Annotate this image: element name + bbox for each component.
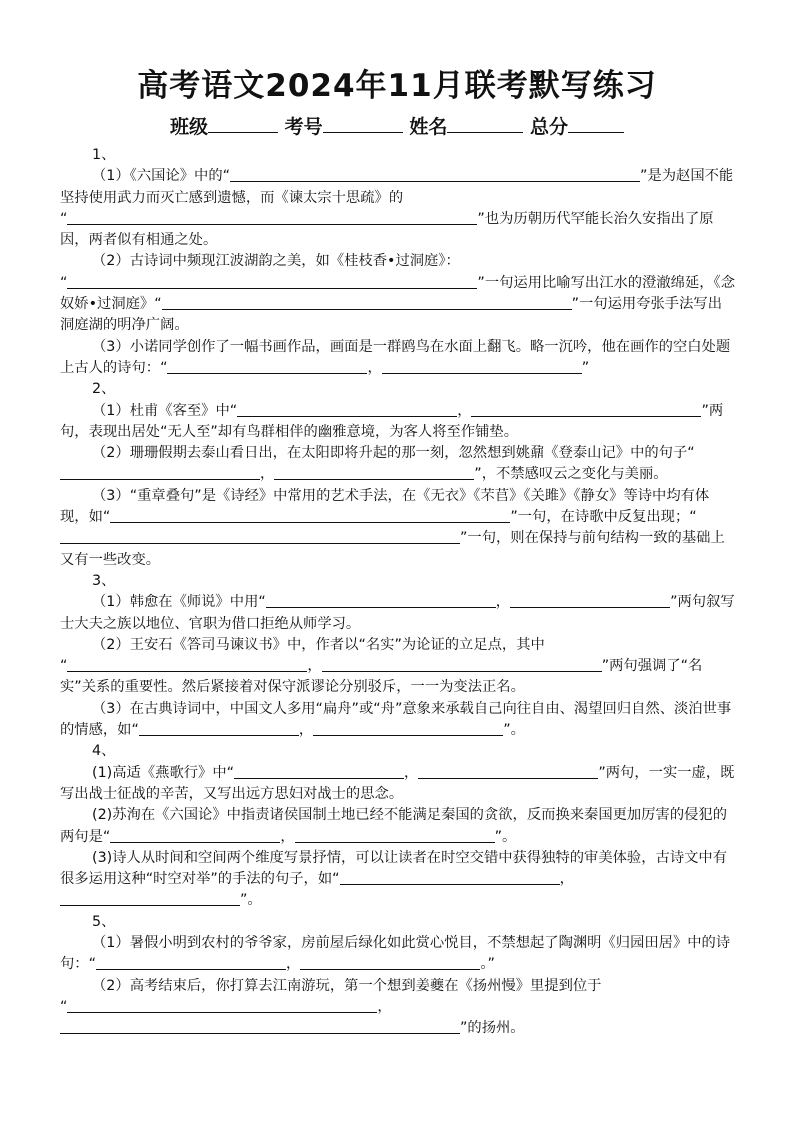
answer-blank[interactable]: [234, 763, 404, 779]
answer-blank[interactable]: [167, 358, 367, 374]
item-text: (1)高适《燕歌行》中“: [92, 764, 235, 781]
name-label: 姓名: [409, 116, 448, 138]
item-text: ，: [457, 402, 472, 419]
question-number: 4、: [92, 743, 116, 760]
item-text: （2）珊珊假期去泰山看日出，在太阳即将升起的那一刻，忽然想到姚鼐《登泰山记》中的句子“: [92, 445, 695, 462]
answer-blank[interactable]: [67, 656, 307, 672]
question-item: [60, 337, 736, 380]
question-item: [60, 592, 736, 635]
exam-no-label: 考号: [284, 116, 323, 138]
question-number: 3、: [92, 572, 116, 589]
answer-blank[interactable]: [60, 890, 240, 906]
item-text: ”两句强调了“名实”关系的重要性。然后紧接着对保守派谬论分别驳斥，一一为变法正名。: [60, 658, 703, 696]
question-item: [60, 933, 736, 976]
student-info-row: [0, 112, 794, 139]
item-text: (3)诗人从时间和空间两个维度写景抒情，可以让读者在时空交错中获得独特的审美体验，古诗文中有很多运用这种“时空对举”的手法的句子，如“: [60, 849, 728, 888]
item-text: ”。: [240, 892, 262, 909]
exam-no-blank[interactable]: [323, 114, 403, 133]
answer-blank[interactable]: [471, 401, 701, 417]
answer-blank[interactable]: [96, 954, 286, 970]
question-item: [60, 251, 736, 336]
item-text: ”一句运用夸张手法写出洞庭湖的明净广阔。: [60, 296, 722, 334]
item-text: ，: [377, 998, 392, 1015]
item-text: “: [60, 998, 68, 1015]
item-text: ，: [286, 956, 301, 973]
question-item: [60, 976, 736, 1040]
answer-blank[interactable]: [418, 763, 598, 779]
question-number: 2、: [92, 381, 116, 398]
item-text: “: [60, 210, 68, 227]
question-item: [60, 763, 736, 806]
question-item: [60, 848, 736, 912]
item-text: （1）《六国论》中的“: [92, 168, 231, 185]
item-text: （3）“重章叠句”是《诗经》中常用的艺术手法，在《无衣》《芣苢》《关雎》《静女》等诗中均有体现，如“: [60, 487, 710, 526]
item-text: ”，不禁感叹云之变化与美丽。: [474, 466, 668, 483]
item-text: “: [60, 658, 68, 675]
score-blank[interactable]: [568, 114, 624, 133]
class-blank[interactable]: [208, 114, 278, 133]
question-number: 5、: [92, 913, 116, 930]
answer-blank[interactable]: [162, 294, 572, 310]
question-item: [60, 635, 736, 699]
answer-blank[interactable]: [67, 209, 477, 225]
item-text: ”的扬州。: [460, 1020, 525, 1037]
question-item: [60, 166, 736, 251]
question-item: [60, 443, 736, 486]
item-text: 。”: [480, 956, 495, 973]
class-label: 班级: [170, 116, 209, 138]
item-text: ”两句，表现出居处“无人至”却有鸟群相伴的幽雅意境，为客人将至作铺垫。: [60, 402, 724, 440]
item-text: （1）暑假小明到农村的爷爷家，房前屋后绿化如此赏心悦目，不禁想起了陶渊明《归园田居》中的诗句：“: [60, 934, 731, 973]
item-text: （2）王安石《答司马谏议书》中，作者以“名实”为论证的立足点，其中: [92, 636, 545, 653]
item-text: ”也为历朝历代罕能长治久安指出了原因，两者似有相通之处。: [60, 210, 714, 249]
questions: [60, 145, 736, 1039]
answer-blank[interactable]: [295, 827, 495, 843]
answer-blank[interactable]: [313, 720, 503, 736]
item-text: (2)苏洵在《六国论》中指责诸侯国制土地已经不能满足秦国的贪欲，反而换来秦国更加厉害的侵犯的两句是“: [60, 807, 728, 845]
item-text: （1）韩愈在《师说》中用“: [92, 594, 266, 611]
answer-blank[interactable]: [322, 656, 602, 672]
item-text: （2）古诗词中频现江波湖韵之美，如《桂枝香•过洞庭》：: [92, 253, 460, 270]
answer-blank[interactable]: [510, 592, 670, 608]
answer-blank[interactable]: [274, 464, 474, 480]
item-text: “: [60, 274, 68, 291]
answer-blank[interactable]: [110, 827, 280, 843]
item-text: ”。: [503, 722, 525, 739]
item-text: ，: [260, 466, 275, 483]
answer-blank[interactable]: [230, 166, 640, 182]
answer-blank[interactable]: [60, 528, 460, 544]
item-text: ”一句运用比喻写出江水的澄澈绵延，《念奴娇•过洞庭》“: [60, 274, 736, 313]
answer-blank[interactable]: [300, 954, 480, 970]
answer-blank[interactable]: [266, 592, 496, 608]
item-text: ”一句，在诗歌中反复出现；“: [510, 509, 697, 526]
answer-blank[interactable]: [110, 507, 510, 523]
item-text: ，: [298, 722, 314, 739]
item-text: ，: [495, 594, 511, 611]
answer-blank[interactable]: [60, 464, 260, 480]
answer-blank[interactable]: [237, 401, 457, 417]
question-item: [60, 486, 736, 571]
answer-blank[interactable]: [340, 869, 560, 885]
item-text: （3）在古典诗词中，中国文人多用“扁舟”或“舟”意象来承载自己向往自由、渴望回归自然、淡泊世事的情感，如“: [60, 700, 732, 739]
item-text: （2）高考结束后，你打算去江南游玩，第一个想到姜夔在《扬州慢》里提到位于: [92, 977, 602, 994]
item-text: ”: [581, 359, 590, 376]
item-text: ，: [404, 764, 419, 781]
question-item: [60, 805, 736, 848]
item-text: （3）小诺同学创作了一幅书画作品，画面是一群鸥鸟在水面上翻飞。略一沉吟，他在画作的空白处题上古人的诗句：“: [60, 338, 731, 376]
answer-blank[interactable]: [67, 273, 477, 289]
item-text: ，: [307, 658, 322, 675]
question-item: [60, 401, 736, 444]
item-text: ”一句，则在保持与前句结构一致的基础上又有一些改变。: [60, 530, 725, 568]
item-text: ”。: [494, 828, 517, 845]
page-title: 高考语文2024年11月联考默写练习: [137, 68, 657, 104]
answer-blank[interactable]: [67, 997, 377, 1013]
item-text: （1）杜甫《客至》中“: [92, 402, 238, 419]
answer-blank[interactable]: [60, 1018, 460, 1034]
item-text: ，: [280, 828, 295, 845]
item-text: ”两句，一实一虚，既写出战士征战的辛苦，又写出远方思妇对战士的思念。: [60, 764, 735, 802]
item-text: ”两句叙写士大夫之族以地位、官职为借口拒绝从师学习。: [60, 594, 735, 632]
question-number: 1、: [92, 147, 116, 163]
name-blank[interactable]: [447, 114, 523, 133]
answer-blank[interactable]: [139, 720, 299, 736]
item-text: ，: [559, 871, 574, 888]
answer-blank[interactable]: [382, 358, 582, 374]
item-text: ，: [367, 359, 382, 376]
question-item: [60, 699, 736, 742]
item-text: ”是为赵国不能坚持使用武力而灭亡感到遗憾，而《谏太宗十思疏》的: [60, 168, 734, 206]
score-label: 总分: [529, 116, 568, 138]
